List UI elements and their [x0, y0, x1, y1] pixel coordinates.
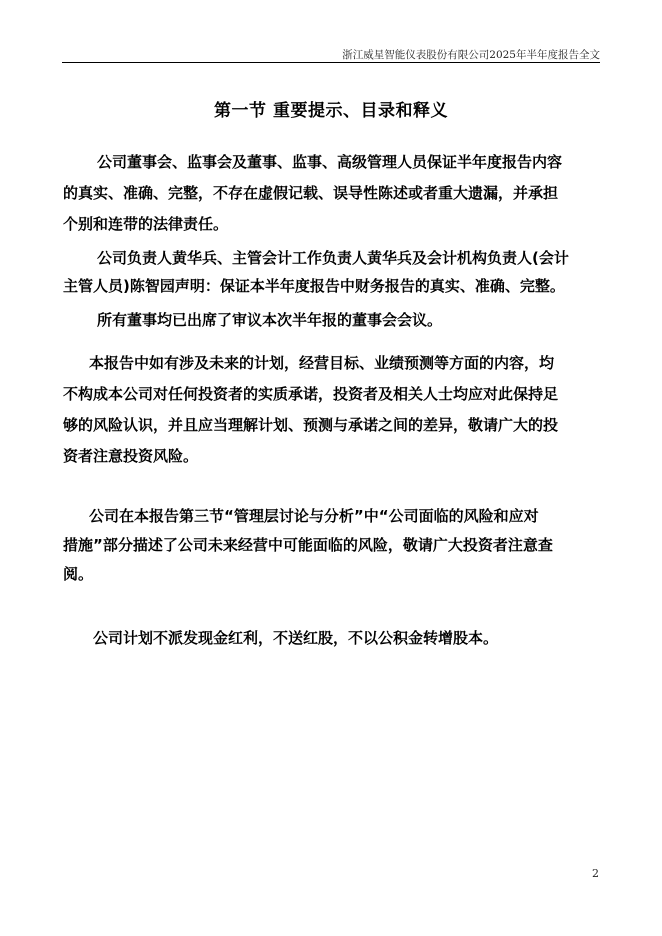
paragraph-line: 公司负责人黄华兵、主管会计工作负责人黄华兵及会计机构负责人(会计: [97, 249, 569, 267]
paragraph-responsible-persons: [63, 244, 599, 300]
page-number: 2: [592, 867, 599, 880]
header-divider: [62, 62, 600, 63]
paragraph-line: 所有董事均已出席了审议本次半年报的董事会会议。: [97, 311, 443, 329]
paragraph-line: 够的风险认识，并且应当理解计划、预测与承诺之间的差异，敬请广大的投: [63, 416, 559, 434]
paragraph-line: 公司在本报告第三节“管理层讨论与分析”中“公司面临的风险和应对: [89, 507, 539, 525]
paragraph-line: 阅。: [63, 565, 94, 583]
paragraph-line: 公司计划不派发现金红利，不送红股，不以公积金转增股本。: [93, 629, 499, 647]
paragraph-line: 不构成本公司对任何投资者的实质承诺，投资者及相关人士均应对此保持足: [63, 385, 559, 403]
section-title: 第一节 重要提示、目录和释义: [214, 101, 448, 121]
paragraph-risk-section-reference: [63, 502, 599, 589]
paragraph-line: 本报告中如有涉及未来的计划，经营目标、业绩预测等方面的内容，均: [89, 354, 555, 372]
paragraph-line: 措施”部分描述了公司未来经营中可能面临的风险，敬请广大投资者注意查: [63, 536, 553, 554]
paragraph-line: 资者注意投资风险。: [63, 447, 199, 465]
paragraph-directors-attendance: [63, 306, 599, 334]
paragraph-line: 的真实、准确、完整，不存在虚假记载、误导性陈述或者重大遗漏，并承担: [63, 184, 559, 202]
paragraph-line: 个别和连带的法律责任。: [63, 215, 229, 233]
paragraph-board-guarantee: [63, 147, 599, 240]
paragraph-forward-looking-risk: [63, 348, 599, 472]
running-header: 浙江威星智能仪表股份有限公司2025年半年度报告全文: [342, 49, 600, 61]
paragraph-line: 公司董事会、监事会及董事、监事、高级管理人员保证半年度报告内容: [97, 153, 563, 171]
paragraph-dividend-plan: [63, 624, 599, 652]
paragraph-line: 主管人员)陈智园声明：保证本半年度报告中财务报告的真实、准确、完整。: [63, 277, 565, 295]
